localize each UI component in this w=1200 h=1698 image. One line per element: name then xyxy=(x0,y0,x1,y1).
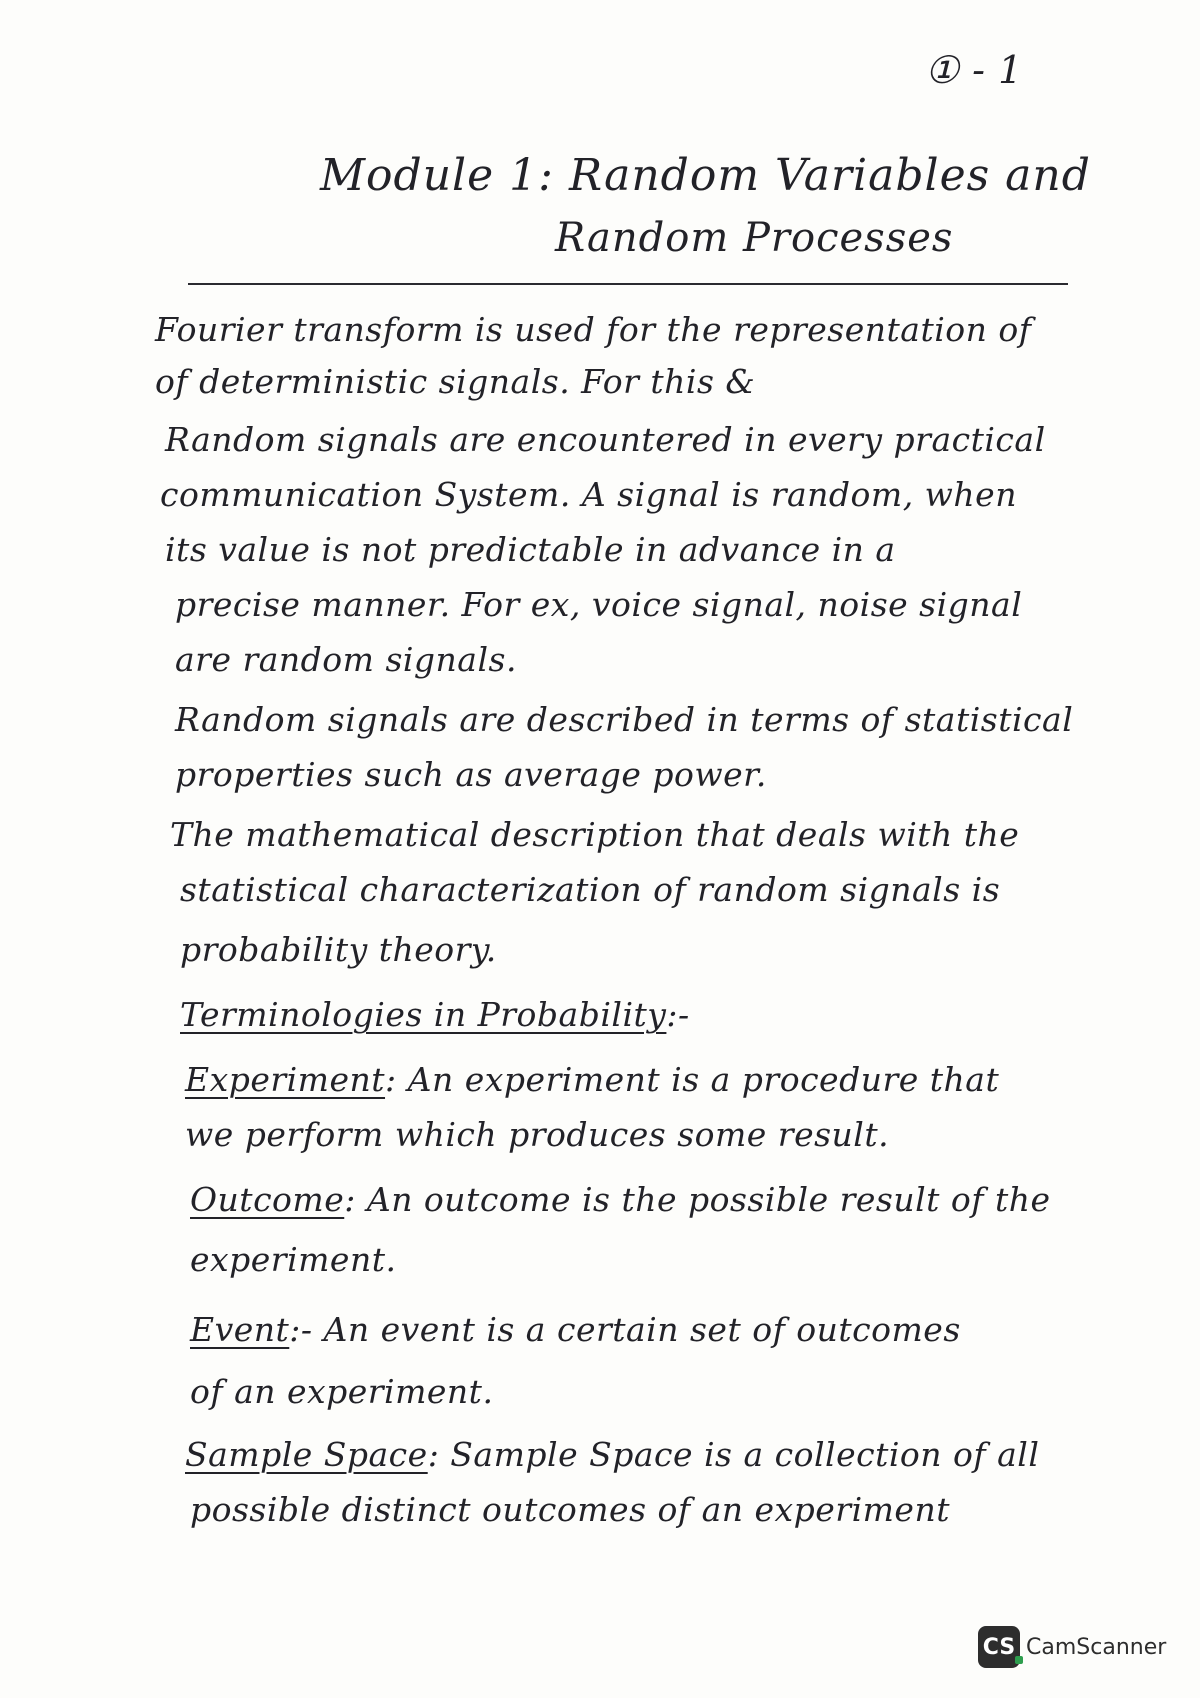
term-event-line1 xyxy=(190,1310,961,1349)
camscanner-logo-icon: CS xyxy=(978,1626,1020,1668)
term-experiment-line1 xyxy=(185,1060,999,1099)
module-title-line1: Module 1: Random Variables and xyxy=(320,150,1091,201)
body-line: its value is not predictable in advance in a xyxy=(165,530,896,569)
module-title-line2: Random Processes xyxy=(555,215,954,261)
term-outcome-line2: experiment. xyxy=(190,1240,397,1279)
terminologies-heading-suffix: :- xyxy=(666,995,690,1034)
term-event-definition: :- An event is a certain set of outcomes xyxy=(289,1310,961,1349)
terminologies-heading xyxy=(180,995,690,1034)
page-number: ① - 1 xyxy=(925,48,1023,92)
term-outcome-definition: : An outcome is the possible result of the xyxy=(344,1180,1051,1219)
term-sample-space-line1 xyxy=(185,1435,1039,1474)
body-line: Random signals are encountered in every practical xyxy=(165,420,1046,459)
term-outcome-line1 xyxy=(190,1180,1051,1219)
term-event-label: Event xyxy=(190,1310,290,1349)
body-line: Fourier transform is used for the representation of xyxy=(155,310,1032,349)
term-experiment-definition: : An experiment is a procedure that xyxy=(385,1060,1000,1099)
term-sample-space-definition: : Sample Space is a collection of all xyxy=(427,1435,1040,1474)
body-line: communication System. A signal is random, when xyxy=(160,475,1017,514)
body-line: Random signals are described in terms of statistical xyxy=(175,700,1074,739)
body-line: are random signals. xyxy=(175,640,517,679)
body-line: properties such as average power. xyxy=(175,755,767,794)
term-sample-space-label: Sample Space xyxy=(185,1435,428,1474)
title-underline-divider xyxy=(188,283,1068,285)
terminologies-heading-text: Terminologies in Probability xyxy=(180,995,667,1034)
body-line: precise manner. For ex, voice signal, noise signal xyxy=(175,585,1023,624)
term-sample-space-line2: possible distinct outcomes of an experiment xyxy=(190,1490,950,1529)
body-line: of deterministic signals. For this & xyxy=(155,362,756,401)
camscanner-watermark xyxy=(978,1625,1166,1669)
camscanner-brand-text: CamScanner xyxy=(1026,1634,1167,1660)
term-experiment-label: Experiment xyxy=(185,1060,386,1099)
body-line: probability theory. xyxy=(180,930,497,969)
term-outcome-label: Outcome xyxy=(190,1180,345,1219)
term-event-line2: of an experiment. xyxy=(190,1372,494,1411)
body-line: statistical characterization of random signals is xyxy=(180,870,1001,909)
term-experiment-line2: we perform which produces some result. xyxy=(185,1115,890,1154)
body-line: The mathematical description that deals with the xyxy=(170,815,1020,854)
